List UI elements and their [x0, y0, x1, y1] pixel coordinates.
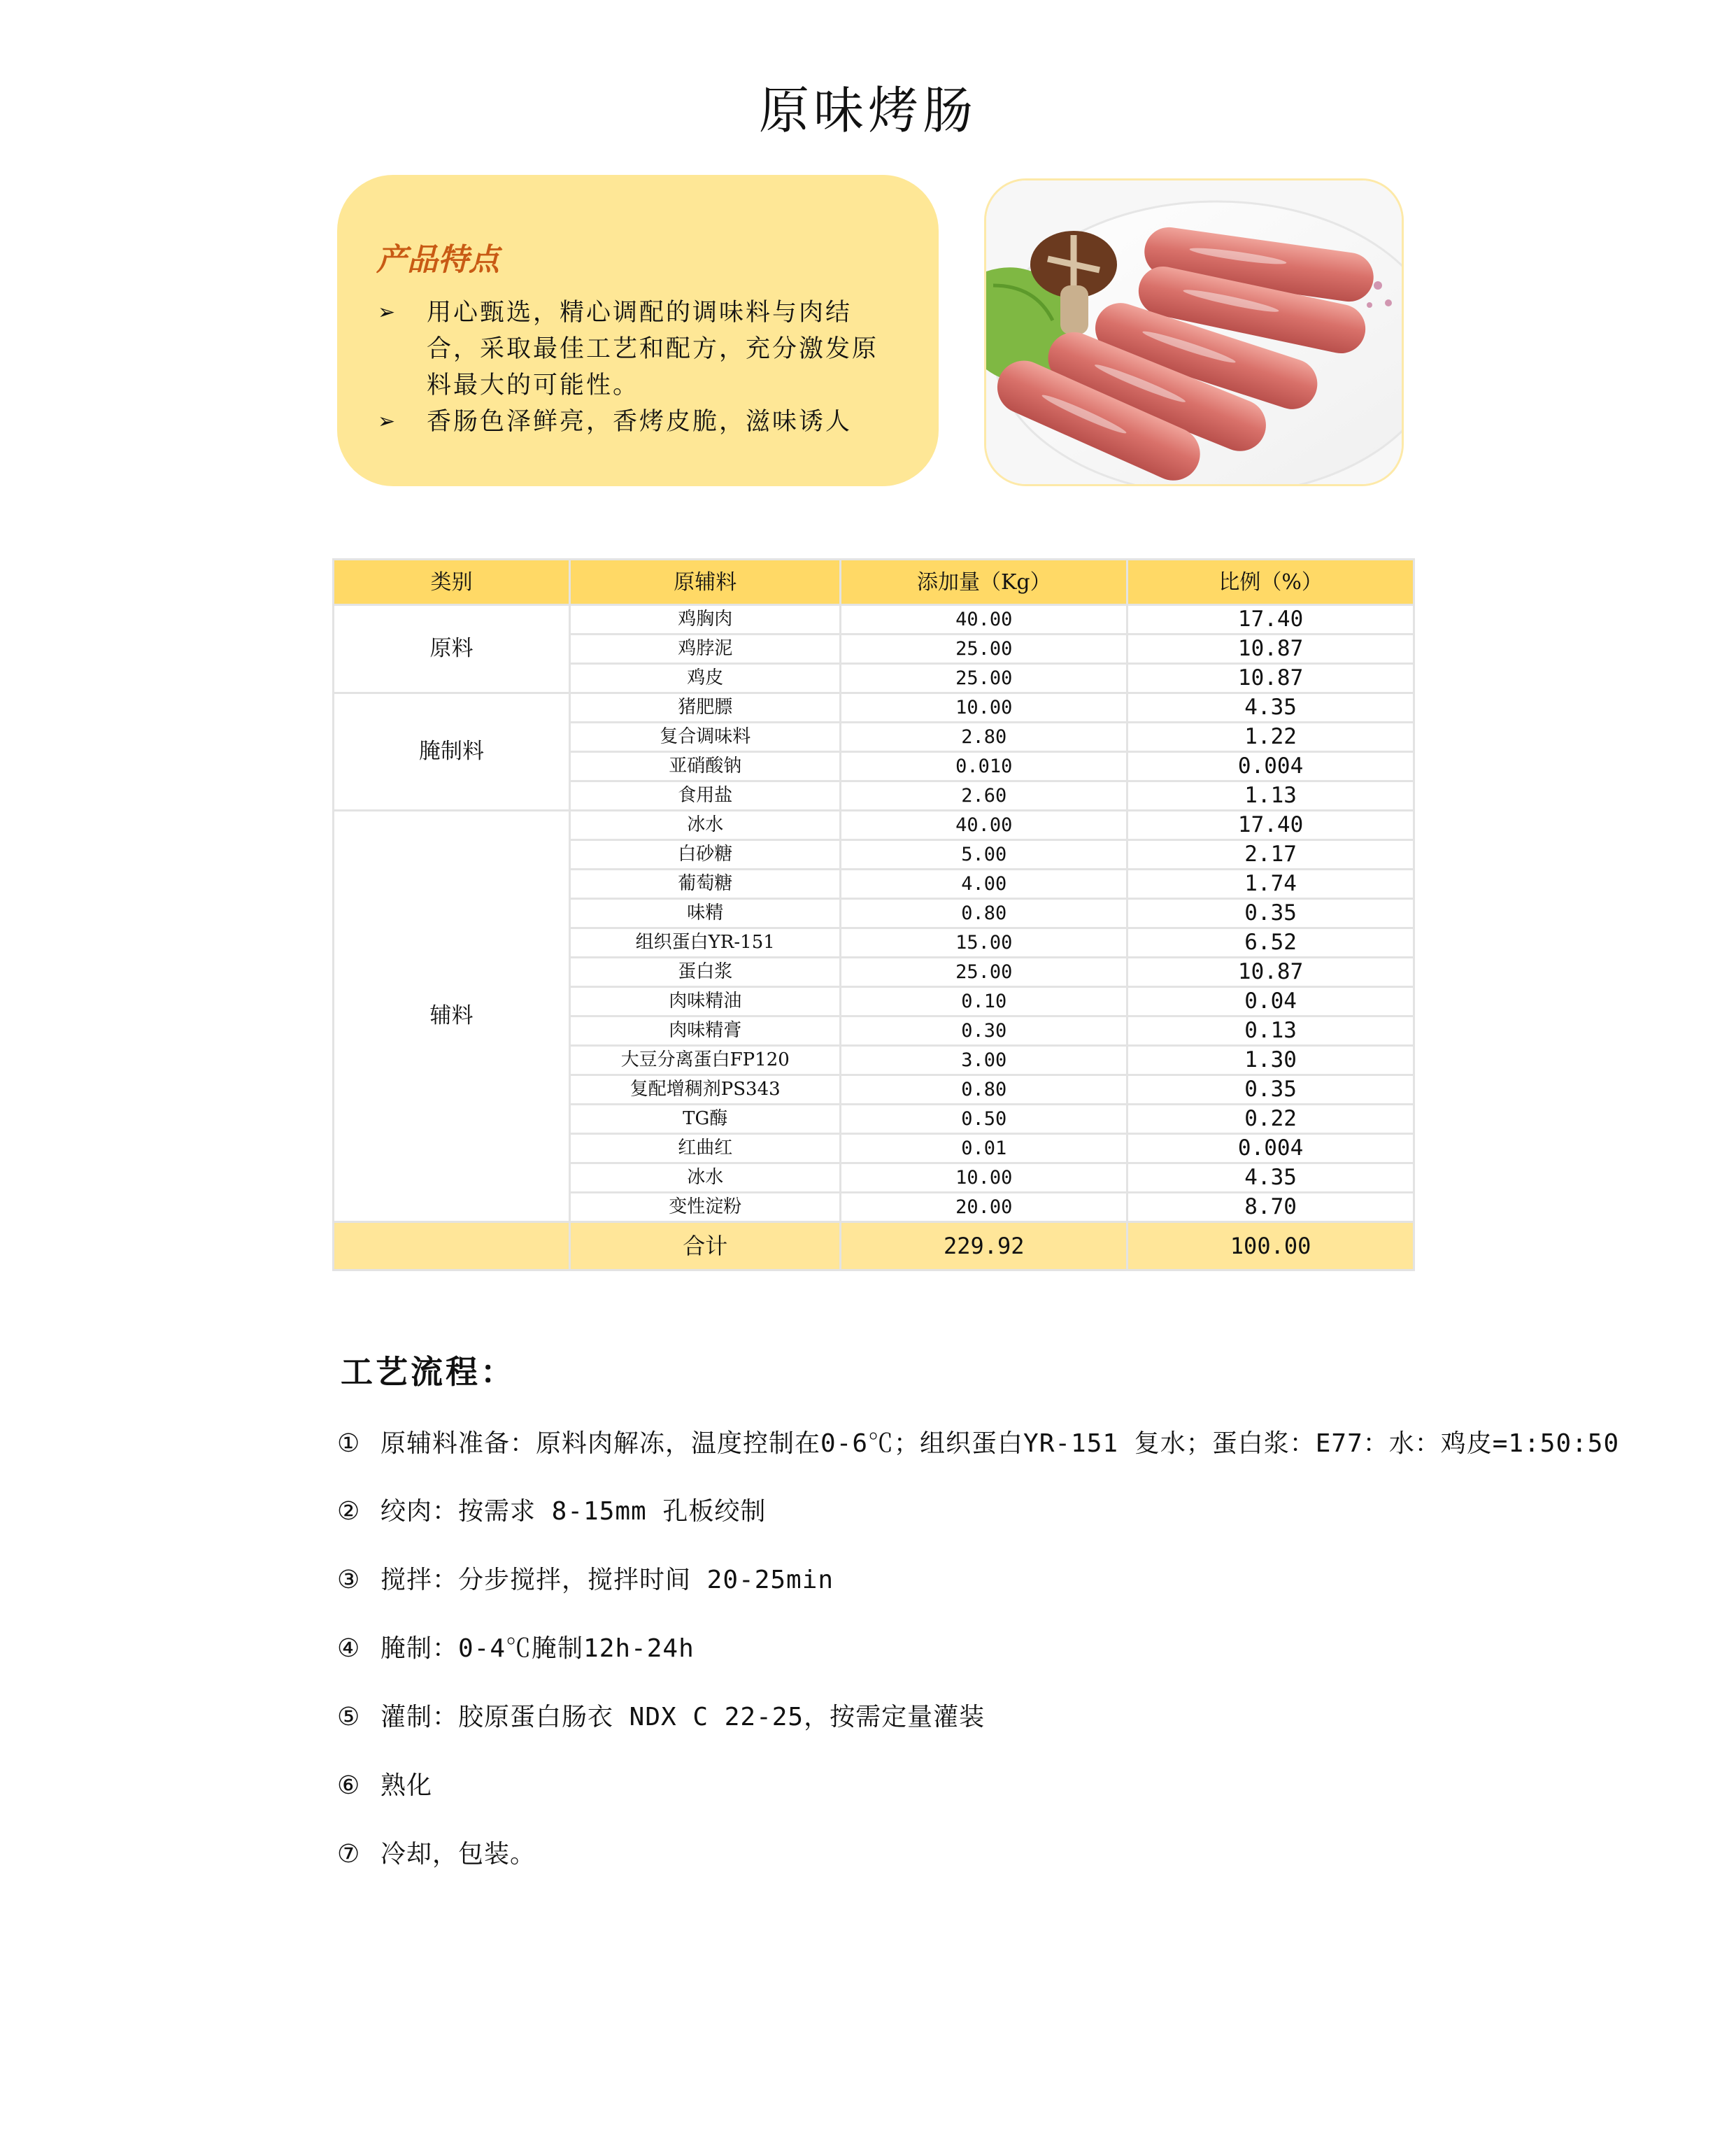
ratio-cell: 0.35 [1127, 1075, 1414, 1105]
recipe-table [332, 558, 1415, 1271]
features-heading: 产品特点 [376, 242, 499, 278]
ingredient-cell: 鸡脖泥 [570, 635, 841, 664]
process-step [337, 1491, 766, 1527]
table-body [334, 605, 1414, 1222]
table-total-row [334, 1222, 1414, 1270]
ingredient-cell: 猪肥膘 [570, 693, 841, 723]
step-text: 灌制：胶原蛋白肠衣 NDX C 22-25，按需定量灌装 [380, 1703, 986, 1731]
feature-item [371, 404, 897, 440]
ingredient-cell: 复配增稠剂PS343 [570, 1075, 841, 1105]
ingredient-cell: 鸡胸肉 [570, 605, 841, 635]
table-row [334, 605, 1414, 635]
ingredient-cell: TG酶 [570, 1105, 841, 1134]
ratio-cell: 2.17 [1127, 840, 1414, 870]
ratio-cell: 0.22 [1127, 1105, 1414, 1134]
ratio-cell: 4.35 [1127, 693, 1414, 723]
table-row [334, 693, 1414, 723]
ingredient-cell: 变性淀粉 [570, 1193, 841, 1222]
step-number: ② [337, 1497, 361, 1526]
amount-cell: 5.00 [841, 840, 1127, 870]
ratio-cell: 6.52 [1127, 928, 1414, 958]
amount-cell: 2.80 [841, 723, 1127, 752]
ingredient-cell: 食用盐 [570, 781, 841, 811]
step-number: ⑤ [337, 1703, 361, 1731]
amount-cell: 4.00 [841, 870, 1127, 899]
ratio-cell: 1.74 [1127, 870, 1414, 899]
amount-cell: 15.00 [841, 928, 1127, 958]
category-cell: 腌制料 [334, 693, 570, 811]
ingredient-cell: 冰水 [570, 1163, 841, 1193]
feature-text: 用心甄选，精心调配的调味料与肉结合，采取最佳工艺和配方，充分激发原料最大的可能性。 [427, 299, 879, 399]
amount-cell: 0.80 [841, 1075, 1127, 1105]
ratio-cell: 0.04 [1127, 987, 1414, 1016]
amount-cell: 0.30 [841, 1016, 1127, 1046]
step-number: ⑦ [337, 1840, 361, 1869]
table-row [334, 811, 1414, 840]
arrow-bullet-icon: ➢ [378, 409, 398, 434]
ratio-cell: 10.87 [1127, 664, 1414, 693]
feature-text: 香肠色泽鲜亮，香烤皮脆，滋味诱人 [427, 408, 853, 436]
amount-cell: 3.00 [841, 1046, 1127, 1075]
page-title: 原味烤肠 [758, 81, 977, 140]
total-ratio: 100.00 [1127, 1222, 1414, 1270]
category-cell: 原料 [334, 605, 570, 693]
category-cell: 辅料 [334, 811, 570, 1222]
ingredient-cell: 肉味精膏 [570, 1016, 841, 1046]
amount-cell: 0.10 [841, 987, 1127, 1016]
ratio-cell: 8.70 [1127, 1193, 1414, 1222]
amount-cell: 20.00 [841, 1193, 1127, 1222]
process-step [337, 1834, 536, 1870]
process-step [337, 1424, 1619, 1459]
amount-cell: 40.00 [841, 811, 1127, 840]
step-text: 腌制：0-4℃腌制12h-24h [380, 1634, 695, 1663]
header-category: 类别 [334, 560, 570, 605]
arrow-bullet-icon: ➢ [378, 300, 398, 325]
amount-cell: 0.01 [841, 1134, 1127, 1163]
ingredient-cell: 组织蛋白YR-151 [570, 928, 841, 958]
ratio-cell: 17.40 [1127, 811, 1414, 840]
step-text: 绞肉：按需求 8-15mm 孔板绞制 [380, 1497, 767, 1526]
total-amount: 229.92 [841, 1222, 1127, 1270]
ratio-cell: 0.004 [1127, 1134, 1414, 1163]
product-photo [984, 178, 1404, 486]
features-panel [337, 175, 939, 486]
header-amount: 添加量（Kg） [841, 560, 1127, 605]
ingredient-cell: 白砂糖 [570, 840, 841, 870]
ratio-cell: 0.35 [1127, 899, 1414, 928]
table-header-row [334, 560, 1414, 605]
header-ratio: 比例（%） [1127, 560, 1414, 605]
ingredient-cell: 葡萄糖 [570, 870, 841, 899]
amount-cell: 0.80 [841, 899, 1127, 928]
ingredient-cell: 肉味精油 [570, 987, 841, 1016]
total-category-cell [334, 1222, 570, 1270]
amount-cell: 40.00 [841, 605, 1127, 635]
step-text: 熟化 [380, 1771, 433, 1800]
step-number: ④ [337, 1634, 361, 1663]
ratio-cell: 10.87 [1127, 958, 1414, 987]
process-heading: 工艺流程： [341, 1353, 515, 1391]
amount-cell: 25.00 [841, 635, 1127, 664]
amount-cell: 25.00 [841, 664, 1127, 693]
step-number: ① [337, 1429, 361, 1458]
ratio-cell: 1.22 [1127, 723, 1414, 752]
ingredient-cell: 亚硝酸钠 [570, 752, 841, 781]
feature-item [371, 295, 897, 404]
ingredient-cell: 冰水 [570, 811, 841, 840]
process-step [337, 1766, 432, 1801]
process-step [337, 1560, 834, 1596]
ingredient-cell: 味精 [570, 899, 841, 928]
step-text: 搅拌：分步搅拌，搅拌时间 20-25min [380, 1566, 834, 1594]
ingredient-cell: 大豆分离蛋白FP120 [570, 1046, 841, 1075]
step-number: ③ [337, 1566, 361, 1594]
ratio-cell: 1.13 [1127, 781, 1414, 811]
total-label: 合计 [570, 1222, 841, 1270]
ratio-cell: 4.35 [1127, 1163, 1414, 1193]
amount-cell: 2.60 [841, 781, 1127, 811]
ratio-cell: 0.004 [1127, 752, 1414, 781]
amount-cell: 0.50 [841, 1105, 1127, 1134]
ratio-cell: 10.87 [1127, 635, 1414, 664]
ratio-cell: 0.13 [1127, 1016, 1414, 1046]
ingredient-cell: 红曲红 [570, 1134, 841, 1163]
amount-cell: 10.00 [841, 1163, 1127, 1193]
amount-cell: 0.010 [841, 752, 1127, 781]
amount-cell: 10.00 [841, 693, 1127, 723]
ingredient-cell: 复合调味料 [570, 723, 841, 752]
ratio-cell: 1.30 [1127, 1046, 1414, 1075]
ingredient-cell: 蛋白浆 [570, 958, 841, 987]
step-number: ⑥ [337, 1771, 361, 1800]
step-text: 原辅料准备：原料肉解冻，温度控制在0-6℃；组织蛋白YR-151 复水；蛋白浆：E77：水：鸡皮=1:50:50 [380, 1429, 1620, 1458]
process-step [337, 1629, 695, 1664]
step-text: 冷却，包装。 [380, 1840, 536, 1869]
header-ingredient: 原辅料 [570, 560, 841, 605]
amount-cell: 25.00 [841, 958, 1127, 987]
process-step [337, 1697, 985, 1733]
ratio-cell: 17.40 [1127, 605, 1414, 635]
ingredient-cell: 鸡皮 [570, 664, 841, 693]
